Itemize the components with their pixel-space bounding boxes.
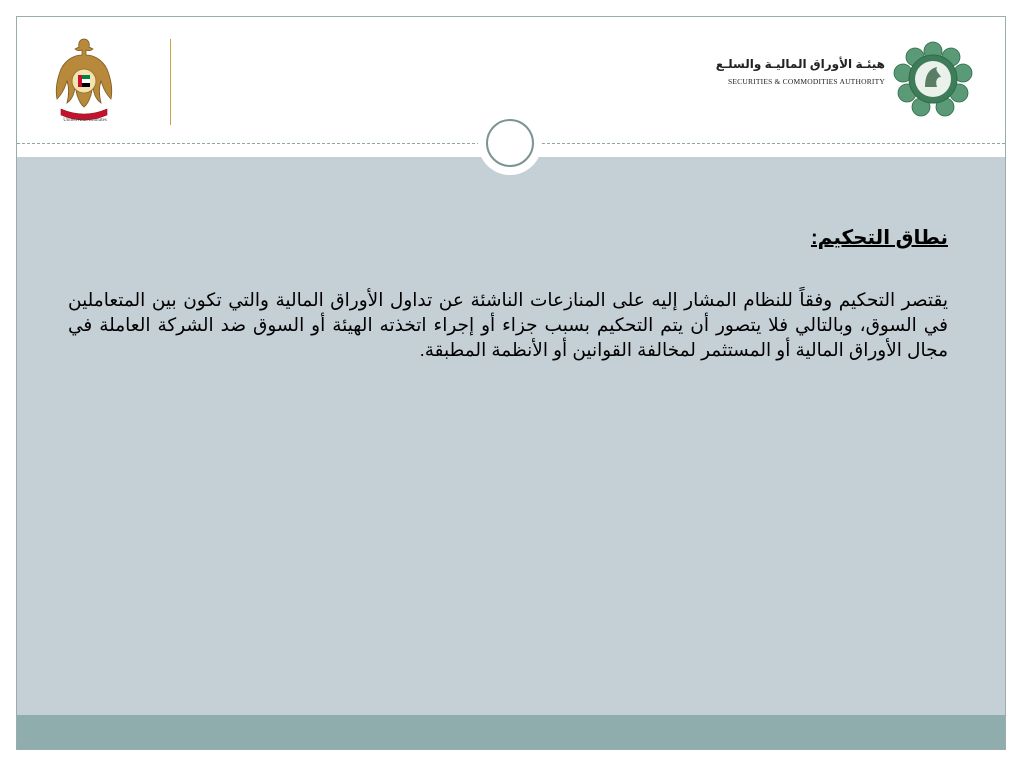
sca-name-english: SECURITIES & COMMODITIES AUTHORITY: [727, 77, 885, 86]
sca-name-arabic: هيئـة الأوراق الماليـة والسلـع: [715, 57, 885, 71]
content-area: [17, 157, 1005, 715]
header-circle-ring: [486, 119, 534, 167]
uae-caption: United Arab Emirates: [63, 118, 107, 123]
slide-paragraph: يقتصر التحكيم وفقاً للنظام المشار إليه على المنازعات الناشئة عن تداول الأوراق المالية والتي تكون بين المتعاملين في السوق، وبالتالي فلا يتصور أن يتم التحكيم بسبب جزاء أو إجراء اتخذته الهيئة أو السوق ضد الشركة العاملة في مجال الأوراق المالية أو المستثمر لمخالفة القوانين أو الأنظمة المطبقة.: [68, 289, 948, 360]
slide-footer-bar: [17, 715, 1005, 750]
slide: [16, 16, 1006, 750]
header-divider: [170, 39, 171, 125]
slide-title: نطاق التحكيم:: [810, 227, 948, 249]
sca-logo: [889, 41, 977, 117]
uae-emblem-logo: [51, 35, 117, 127]
